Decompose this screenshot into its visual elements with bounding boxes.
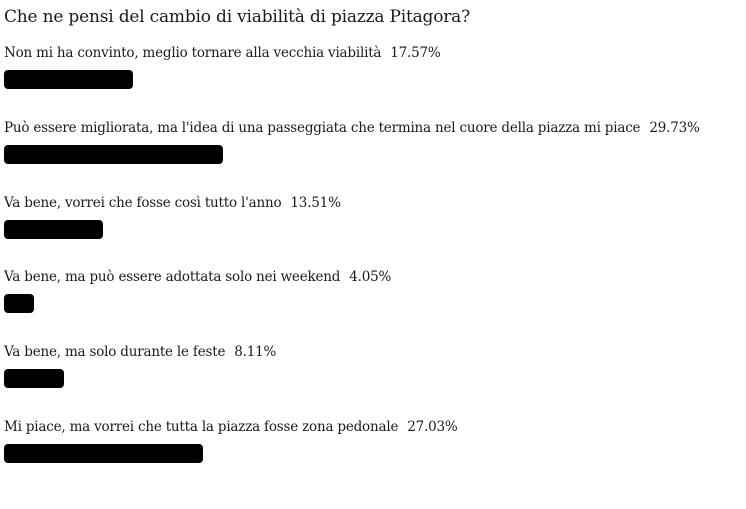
poll-option: [4, 113, 746, 188]
poll-option: [4, 38, 746, 113]
poll-option-percent: 17.57%: [390, 45, 441, 61]
poll-option-label: Va bene, vorrei che fosse così tutto l'anno: [4, 194, 282, 211]
poll-option: [4, 412, 746, 487]
poll-result-bar-track: [4, 220, 739, 239]
poll-option-percent: 29.73%: [649, 119, 700, 136]
poll-question: Che ne pensi del cambio di viabilità di piazza Pitagora?: [4, 7, 471, 27]
poll-result-bar-track: [4, 369, 739, 388]
poll-result-bar: [4, 294, 34, 313]
poll-result-bar-track: [4, 70, 739, 89]
poll-result-bar: [4, 145, 223, 164]
poll-option-label: Può essere migliorata, ma l'idea di una passeggiata che termina nel cuore della piazza mi piace: [4, 119, 641, 136]
poll-option: [4, 188, 746, 263]
poll-option-percent: 13.51%: [290, 194, 341, 211]
poll-result-bar: [4, 369, 64, 388]
poll-result-bar: [4, 444, 203, 463]
poll-result-bar-track: [4, 444, 739, 463]
poll-option-label: Va bene, ma solo durante le feste: [4, 344, 226, 361]
poll-result-bar: [4, 220, 103, 239]
poll-result-bar-track: [4, 294, 739, 313]
poll-result-bar-track: [4, 145, 739, 164]
poll-option: [4, 337, 746, 412]
poll-option-percent: 4.05%: [349, 269, 392, 286]
poll-result-bar: [4, 70, 133, 89]
poll-option: [4, 262, 746, 337]
poll-option-label: Non mi ha convinto, meglio tornare alla vecchia viabilità: [4, 45, 382, 61]
poll-option-label: Mi piace, ma vorrei che tutta la piazza fosse zona pedonale: [4, 418, 399, 435]
poll-option-percent: 27.03%: [407, 418, 458, 435]
poll-option-percent: 8.11%: [234, 344, 277, 361]
poll-option-label: Va bene, ma può essere adottata solo nei weekend: [4, 269, 341, 286]
